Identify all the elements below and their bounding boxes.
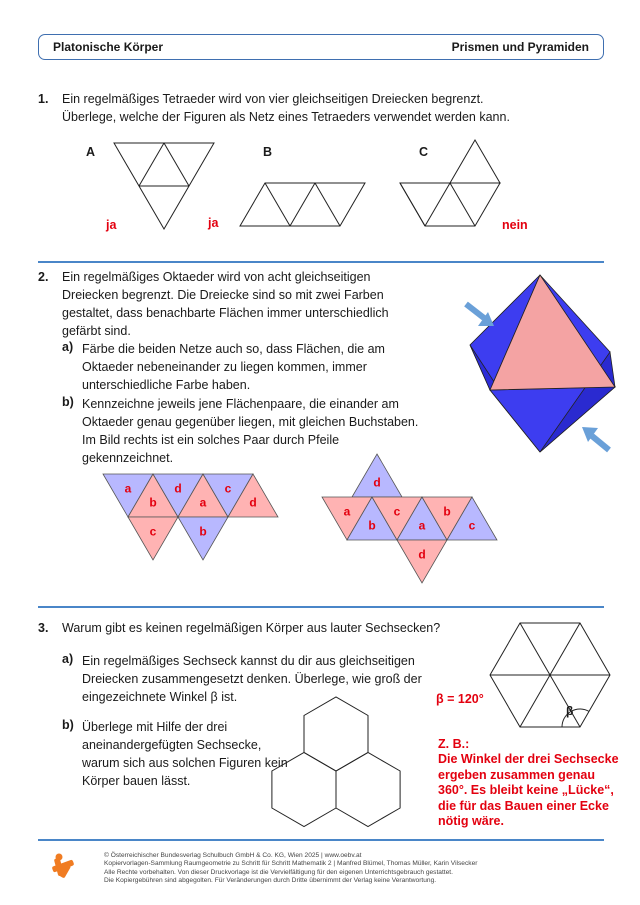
task2a-line-1: Färbe die beiden Netze auch so, dass Flächen, die am xyxy=(82,342,385,356)
net2-1-letter: d xyxy=(373,475,381,490)
footer-line-2: Kopiervorlagen-Sammlung Raumgeometrie zu Schritt für Schritt Mathematik 2 | Manfred Blümel, Thomas Müller, Karin Vilsecker xyxy=(104,860,478,868)
task3a-line-2: Dreiecken zusammengesetzt denken. Überlege, wie groß der xyxy=(82,672,422,686)
task2b-line-3: Im Bild rechts ist ein solches Paar durch Pfeile xyxy=(82,433,340,447)
net1-3-letter: d xyxy=(174,481,182,496)
net2-7-letter: c xyxy=(468,518,476,533)
answer-3b-line-2: Die Winkel der drei Sechsecke xyxy=(438,752,619,767)
task1-line-2: Überlege, welche der Figuren als Netz eines Tetraeders verwendet werden kann. xyxy=(62,110,510,124)
task3b-line-1: Überlege mit Hilfe der drei xyxy=(82,720,228,734)
net2-5-letter: a xyxy=(418,518,426,533)
answer-a: ja xyxy=(106,218,117,232)
task2-line-4: gefärbt sind. xyxy=(62,324,131,338)
task3a-line-3: eingezeichnete Winkel β ist. xyxy=(82,690,238,704)
task1-number: 1. xyxy=(38,92,49,106)
task2b-line-1: Kennzeichne jeweils jene Flächenpaare, die einander am xyxy=(82,397,399,411)
task3b-label: b) xyxy=(62,718,74,732)
task2a-line-3: unterschiedliche Farbe haben. xyxy=(82,378,251,392)
net1-6-letter: d xyxy=(249,495,257,510)
task3b-line-3: warum sich aus solchen Figuren kein xyxy=(82,756,288,770)
header-left-title: Platonische Körper xyxy=(53,40,164,54)
net1-2-letter: b xyxy=(149,495,157,510)
hexagon-top xyxy=(304,697,368,771)
task1-line-1: Ein regelmäßiges Tetraeder wird von vier gleichseitigen Dreiecken begrenzt. xyxy=(62,92,484,106)
task3a-label: a) xyxy=(62,652,74,666)
net1-4-letter: a xyxy=(199,495,207,510)
beta-symbol: β xyxy=(566,704,574,718)
answer-3b-line-4: 360°. Es bleibt keine „Lücke“, xyxy=(438,783,614,798)
footer-line-3: Alle Rechte vorbehalten. Von dieser Druckvorlage ist die Vervielfältigung für den eigenen Unterrichtsgebrauch gestattet. xyxy=(104,868,453,876)
hexagon-left xyxy=(272,753,336,827)
net1-1-letter: a xyxy=(124,481,132,496)
task2b-line-2: Oktaeder genau gegenüber liegen, mit gleichen Buchstaben. xyxy=(82,415,419,429)
task2b-label: b) xyxy=(62,395,74,409)
footer xyxy=(104,852,477,885)
footer-line-1: © Österreichischer Bundesverlag Schulbuch GmbH & Co. KG, Wien 2025 | www.oebv.at xyxy=(104,852,362,859)
publisher-logo-icon xyxy=(50,852,80,882)
net2-3-letter: b xyxy=(368,518,376,533)
separator-3 xyxy=(38,839,604,841)
task2a-line-2: Oktaeder nebeneinander zu liegen kommen, immer xyxy=(82,360,367,374)
task2-line-1: Ein regelmäßiges Oktaeder wird von acht gleichseitigen xyxy=(62,270,371,284)
figure-b-label: B xyxy=(263,145,273,159)
net2-8-letter: d xyxy=(418,547,426,562)
hexagon-right xyxy=(336,753,400,827)
net1-5-letter: c xyxy=(224,481,232,496)
net2-6-letter: b xyxy=(443,504,451,519)
hexagon-spoke xyxy=(520,623,550,675)
answer-b: ja xyxy=(208,216,219,230)
figure-c-label: C xyxy=(419,145,429,159)
net2-4-letter: c xyxy=(393,504,401,519)
answer-c: nein xyxy=(502,218,528,232)
hexagon-spoke xyxy=(520,675,550,727)
net1-7-letter: c xyxy=(149,524,157,539)
task3-number: 3. xyxy=(38,621,49,635)
footer-line-4: Die Kopiergebühren sind abgegolten. Für Veränderungen durch Dritte übernimmt der Verlag keine Verantwortung. xyxy=(104,876,437,884)
net1-8-letter: b xyxy=(199,524,207,539)
beta-answer: β = 120° xyxy=(436,692,484,706)
hexagon-spoke xyxy=(550,623,580,675)
task3-question: Warum gibt es keinen regelmäßigen Körper aus lauter Sechsecken? xyxy=(62,621,441,635)
answer-3b-line-6: nötig wäre. xyxy=(438,814,504,829)
task2-line-3: gestaltet, dass benachbarte Flächen immer unterschiedlich xyxy=(62,306,389,320)
task3b-line-2: aneinandergefügten Sechsecke, xyxy=(82,738,262,752)
task3a-line-1: Ein regelmäßiges Sechseck kannst du dir aus gleichseitigen xyxy=(82,654,415,668)
task3b-line-4: Körper bauen lässt. xyxy=(82,774,191,788)
figure-a-label: A xyxy=(86,145,96,159)
answer-3b-line-3: ergeben zusammen genau xyxy=(438,767,595,782)
answer-3b-line-1: Z. B.: xyxy=(438,737,470,751)
task2-number: 2. xyxy=(38,270,49,284)
task2-line-2: Dreiecken begrenzt. Die Dreiecke sind so mit zwei Farben xyxy=(62,288,384,302)
task2b-line-4: gekennzeichnet. xyxy=(82,451,174,465)
answer-3b-line-5: die für das Bauen einer Ecke xyxy=(438,798,609,813)
header-right-title: Prismen und Pyramiden xyxy=(451,40,589,54)
hexagon-spoke xyxy=(550,675,580,727)
net2-2-letter: a xyxy=(343,504,351,519)
task2a-label: a) xyxy=(62,340,74,354)
answer-3b xyxy=(438,737,619,829)
